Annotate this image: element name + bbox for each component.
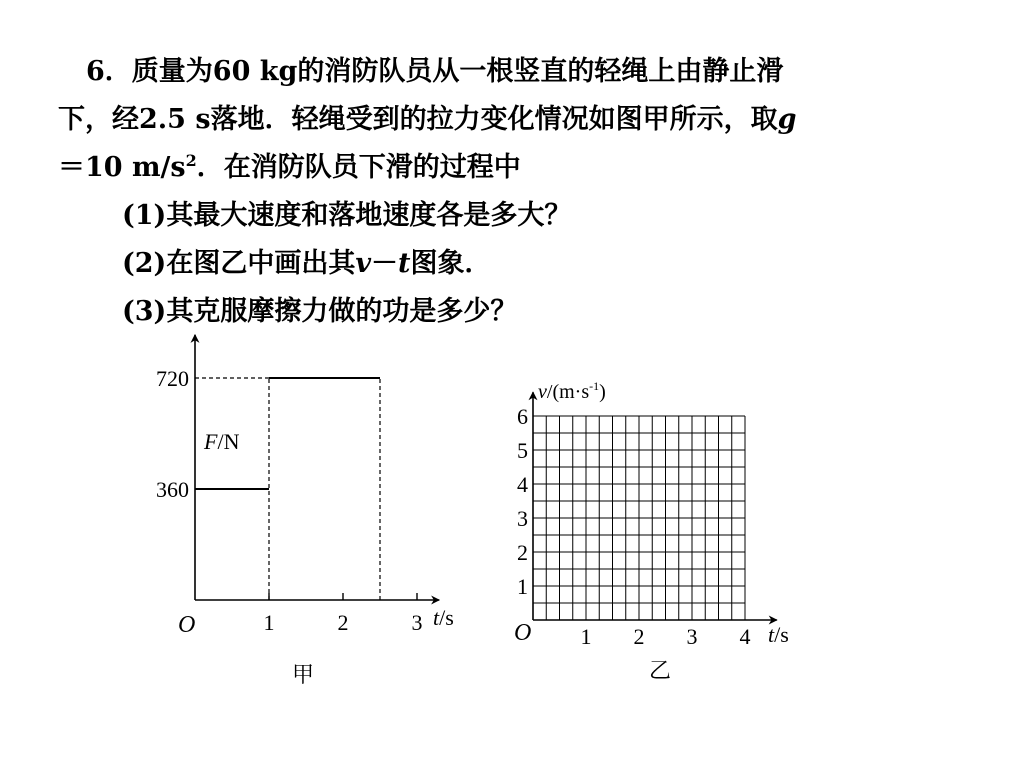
exponent: 2 <box>185 151 197 170</box>
x-tick-label-3: 3 <box>411 610 423 635</box>
force-time-chart <box>156 335 454 687</box>
velocity-chart-y-label: $v/(m\cdot s^{-1})$ <box>538 379 606 403</box>
variable-g: g <box>777 104 797 135</box>
x-tick-label-1: 1 <box>580 624 592 649</box>
question-1: (1)其最大速度和落地速度各是多大？ <box>122 200 572 231</box>
question-3: (3)其克服摩擦力做的功是多少？ <box>122 296 518 327</box>
force-chart-y-ticks <box>156 366 189 502</box>
variable-t: t <box>398 248 411 279</box>
x-tick-label-4: 4 <box>739 624 751 649</box>
problem-line-3-suffix: ．在消防队员下滑的过程中 <box>196 152 521 183</box>
problem-line-3-text: ＝10 m/s <box>58 152 186 183</box>
x-tick-label-2: 2 <box>633 624 645 649</box>
question-2-suffix: 图象． <box>410 248 492 279</box>
dash: － <box>371 248 399 279</box>
force-chart-caption: 甲 <box>292 662 315 687</box>
force-chart-x-label: t/s <box>433 605 454 630</box>
y-tick-label-2: 2 <box>517 540 528 565</box>
y-tick-label-4: 4 <box>517 472 528 497</box>
y-tick-label-3: 3 <box>517 506 528 531</box>
y-tick-label-1: 1 <box>517 574 528 599</box>
variable-v: v <box>355 248 372 279</box>
x-tick-label-3: 3 <box>686 624 698 649</box>
y-tick-label-6: 6 <box>517 404 528 429</box>
x-tick-label-2: 2 <box>337 610 349 635</box>
question-2-text: (2)在图乙中画出其 <box>122 248 356 279</box>
velocity-chart-x-ticks <box>581 624 751 649</box>
velocity-chart-caption: 乙 <box>649 658 672 683</box>
force-chart-y-label: F/N <box>204 429 240 454</box>
y-tick-label-360: 360 <box>156 477 189 502</box>
x-tick-label-1: 1 <box>263 610 275 635</box>
y-tick-label-5: 5 <box>517 438 528 463</box>
velocity-chart-y-ticks <box>517 404 528 599</box>
problem-line-2-text: 下，经2.5 s落地．轻绳受到的拉力变化情况如图甲所示，取 <box>58 104 778 135</box>
velocity-chart-grid <box>533 416 745 620</box>
problem-line-1-text: 6．质量为60 kg的消防队员从一根竖直的轻绳上由静止滑 <box>86 56 784 87</box>
velocity-chart-x-label: t/s <box>768 622 789 647</box>
velocity-time-chart <box>514 379 789 683</box>
velocity-chart-origin: O <box>514 620 532 646</box>
y-tick-label-720: 720 <box>156 366 189 391</box>
force-chart-origin: O <box>178 612 196 638</box>
